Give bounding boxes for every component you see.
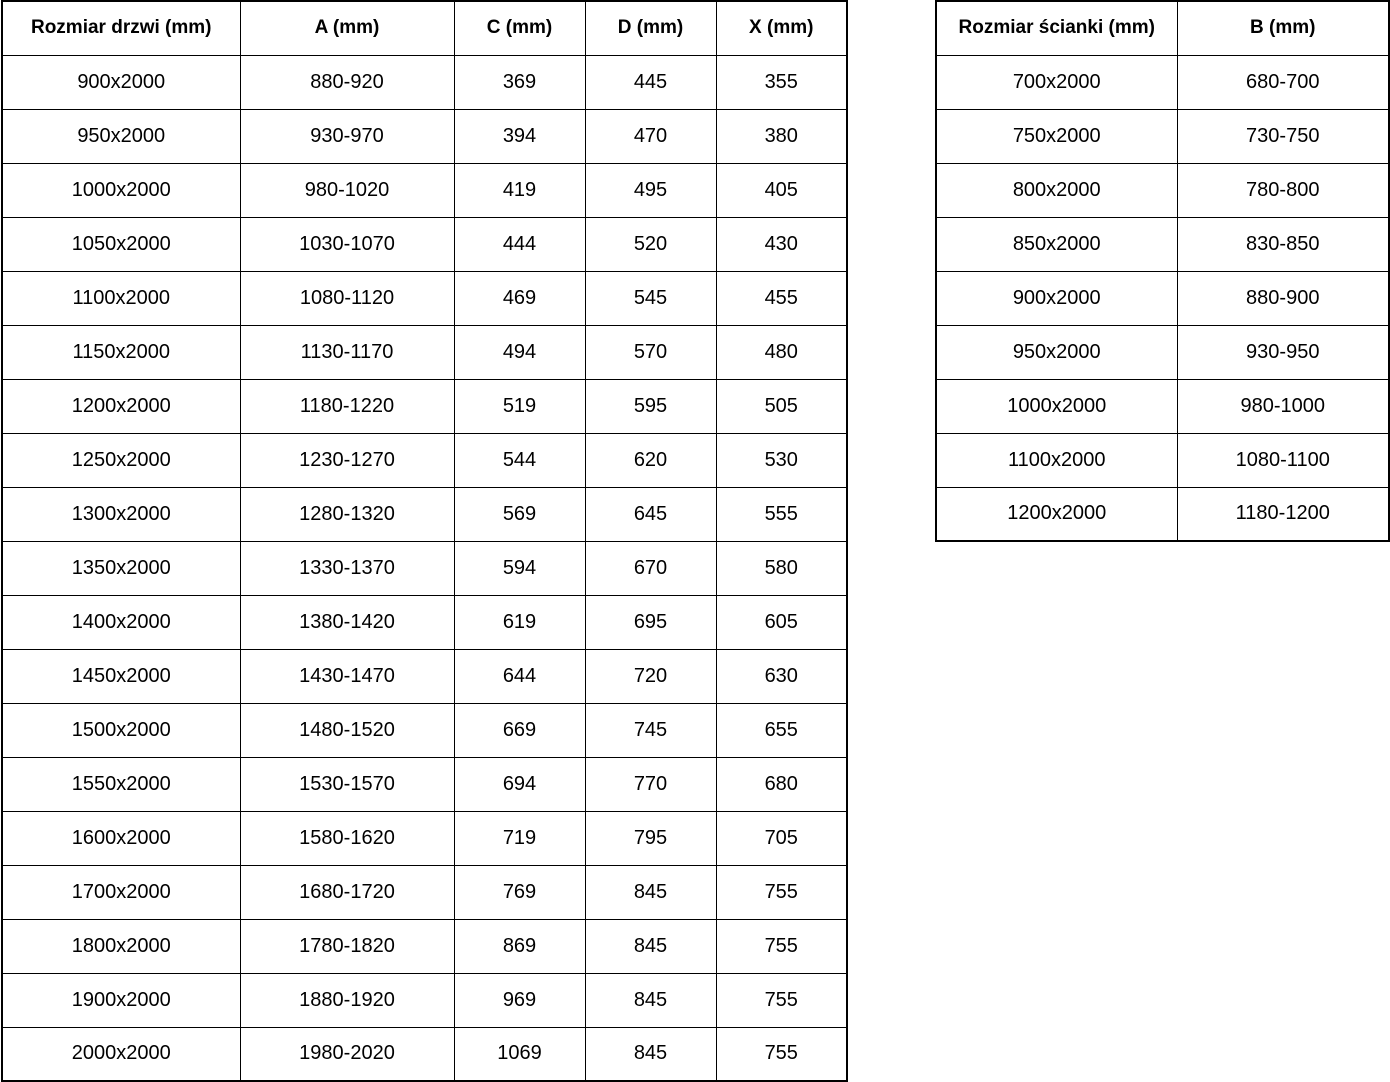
table-cell: 755: [716, 973, 847, 1027]
table-cell: 1600x2000: [2, 811, 240, 865]
table-cell: 695: [585, 595, 716, 649]
table-cell: 495: [585, 163, 716, 217]
table-row: [2, 541, 847, 595]
table-cell: 444: [454, 217, 585, 271]
table-cell: 850x2000: [936, 217, 1177, 271]
wall-size-table: [935, 0, 1390, 542]
table-cell: 1980-2020: [240, 1027, 454, 1081]
table-cell: 1880-1920: [240, 973, 454, 1027]
table-cell: 1580-1620: [240, 811, 454, 865]
table-cell: 1000x2000: [936, 379, 1177, 433]
table-cell: 545: [585, 271, 716, 325]
table-cell: 755: [716, 1027, 847, 1081]
table-cell: 1230-1270: [240, 433, 454, 487]
table-cell: 1130-1170: [240, 325, 454, 379]
column-header: C (mm): [454, 1, 585, 55]
door-table-body: [2, 55, 847, 1081]
table-cell: 1100x2000: [936, 433, 1177, 487]
table-cell: 605: [716, 595, 847, 649]
table-row: [936, 217, 1389, 271]
table-cell: 1700x2000: [2, 865, 240, 919]
table-cell: 669: [454, 703, 585, 757]
table-cell: 969: [454, 973, 585, 1027]
table-cell: 950x2000: [936, 325, 1177, 379]
table-cell: 455: [716, 271, 847, 325]
table-cell: 469: [454, 271, 585, 325]
table-row: [2, 1027, 847, 1081]
table-cell: 1380-1420: [240, 595, 454, 649]
column-header: X (mm): [716, 1, 847, 55]
table-cell: 1550x2000: [2, 757, 240, 811]
table-cell: 520: [585, 217, 716, 271]
table-row: [2, 271, 847, 325]
table-row: [936, 109, 1389, 163]
table-cell: 619: [454, 595, 585, 649]
table-cell: 1900x2000: [2, 973, 240, 1027]
table-cell: 880-900: [1177, 271, 1389, 325]
table-row: [936, 433, 1389, 487]
wall-table-header-row: [936, 1, 1389, 55]
table-cell: 900x2000: [936, 271, 1177, 325]
table-cell: 2000x2000: [2, 1027, 240, 1081]
table-cell: 769: [454, 865, 585, 919]
table-cell: 544: [454, 433, 585, 487]
table-cell: 755: [716, 919, 847, 973]
table-cell: 570: [585, 325, 716, 379]
table-row: [2, 379, 847, 433]
table-cell: 950x2000: [2, 109, 240, 163]
door-size-table: [1, 0, 848, 1082]
table-cell: 980-1000: [1177, 379, 1389, 433]
table-cell: 430: [716, 217, 847, 271]
table-cell: 494: [454, 325, 585, 379]
table-cell: 680-700: [1177, 55, 1389, 109]
table-cell: 1680-1720: [240, 865, 454, 919]
table-cell: 644: [454, 649, 585, 703]
table-row: [2, 757, 847, 811]
table-cell: 745: [585, 703, 716, 757]
column-header: B (mm): [1177, 1, 1389, 55]
table-cell: 880-920: [240, 55, 454, 109]
table-cell: 1180-1220: [240, 379, 454, 433]
table-cell: 580: [716, 541, 847, 595]
column-header: Rozmiar ścianki (mm): [936, 1, 1177, 55]
column-header: A (mm): [240, 1, 454, 55]
table-cell: 1500x2000: [2, 703, 240, 757]
table-cell: 530: [716, 433, 847, 487]
table-cell: 645: [585, 487, 716, 541]
table-row: [2, 649, 847, 703]
table-cell: 694: [454, 757, 585, 811]
table-cell: 355: [716, 55, 847, 109]
table-row: [2, 703, 847, 757]
table-cell: 1800x2000: [2, 919, 240, 973]
table-cell: 780-800: [1177, 163, 1389, 217]
column-header: Rozmiar drzwi (mm): [2, 1, 240, 55]
table-cell: 719: [454, 811, 585, 865]
table-cell: 1250x2000: [2, 433, 240, 487]
table-cell: 670: [585, 541, 716, 595]
table-row: [936, 163, 1389, 217]
table-cell: 1280-1320: [240, 487, 454, 541]
table-cell: 720: [585, 649, 716, 703]
table-cell: 1430-1470: [240, 649, 454, 703]
table-row: [936, 325, 1389, 379]
table-row: [2, 865, 847, 919]
table-cell: 869: [454, 919, 585, 973]
table-cell: 930-950: [1177, 325, 1389, 379]
table-cell: 369: [454, 55, 585, 109]
table-cell: 1350x2000: [2, 541, 240, 595]
table-cell: 900x2000: [2, 55, 240, 109]
table-row: [2, 487, 847, 541]
table-row: [936, 55, 1389, 109]
table-cell: 1080-1120: [240, 271, 454, 325]
table-cell: 630: [716, 649, 847, 703]
table-cell: 1480-1520: [240, 703, 454, 757]
table-cell: 1050x2000: [2, 217, 240, 271]
table-cell: 1200x2000: [2, 379, 240, 433]
table-cell: 405: [716, 163, 847, 217]
table-cell: 680: [716, 757, 847, 811]
table-row: [2, 919, 847, 973]
table-cell: 480: [716, 325, 847, 379]
table-row: [2, 217, 847, 271]
table-row: [2, 973, 847, 1027]
column-header: D (mm): [585, 1, 716, 55]
table-row: [936, 487, 1389, 541]
table-cell: 800x2000: [936, 163, 1177, 217]
table-cell: 845: [585, 1027, 716, 1081]
table-cell: 1330-1370: [240, 541, 454, 595]
table-cell: 845: [585, 919, 716, 973]
table-row: [2, 109, 847, 163]
table-cell: 845: [585, 865, 716, 919]
table-cell: 730-750: [1177, 109, 1389, 163]
table-cell: 770: [585, 757, 716, 811]
table-row: [2, 811, 847, 865]
table-cell: 755: [716, 865, 847, 919]
table-row: [2, 163, 847, 217]
table-cell: 555: [716, 487, 847, 541]
table-cell: 1000x2000: [2, 163, 240, 217]
table-cell: 1300x2000: [2, 487, 240, 541]
table-cell: 930-970: [240, 109, 454, 163]
table-cell: 705: [716, 811, 847, 865]
wall-table-body: [936, 55, 1389, 541]
table-cell: 594: [454, 541, 585, 595]
table-cell: 700x2000: [936, 55, 1177, 109]
table-cell: 1530-1570: [240, 757, 454, 811]
table-cell: 1200x2000: [936, 487, 1177, 541]
table-cell: 470: [585, 109, 716, 163]
table-cell: 1150x2000: [2, 325, 240, 379]
table-row: [936, 379, 1389, 433]
table-cell: 1180-1200: [1177, 487, 1389, 541]
table-cell: 445: [585, 55, 716, 109]
table-cell: 1400x2000: [2, 595, 240, 649]
table-cell: 620: [585, 433, 716, 487]
table-cell: 1100x2000: [2, 271, 240, 325]
table-cell: 595: [585, 379, 716, 433]
table-cell: 795: [585, 811, 716, 865]
table-cell: 980-1020: [240, 163, 454, 217]
table-row: [2, 595, 847, 649]
table-cell: 1069: [454, 1027, 585, 1081]
table-cell: 419: [454, 163, 585, 217]
table-cell: 1080-1100: [1177, 433, 1389, 487]
table-row: [2, 325, 847, 379]
table-cell: 845: [585, 973, 716, 1027]
table-cell: 394: [454, 109, 585, 163]
table-cell: 655: [716, 703, 847, 757]
table-cell: 519: [454, 379, 585, 433]
table-row: [2, 55, 847, 109]
table-cell: 1450x2000: [2, 649, 240, 703]
table-row: [936, 271, 1389, 325]
table-cell: 750x2000: [936, 109, 1177, 163]
table-cell: 830-850: [1177, 217, 1389, 271]
door-table-header-row: [2, 1, 847, 55]
table-cell: 1780-1820: [240, 919, 454, 973]
table-cell: 505: [716, 379, 847, 433]
table-cell: 380: [716, 109, 847, 163]
table-row: [2, 433, 847, 487]
table-cell: 1030-1070: [240, 217, 454, 271]
table-cell: 569: [454, 487, 585, 541]
